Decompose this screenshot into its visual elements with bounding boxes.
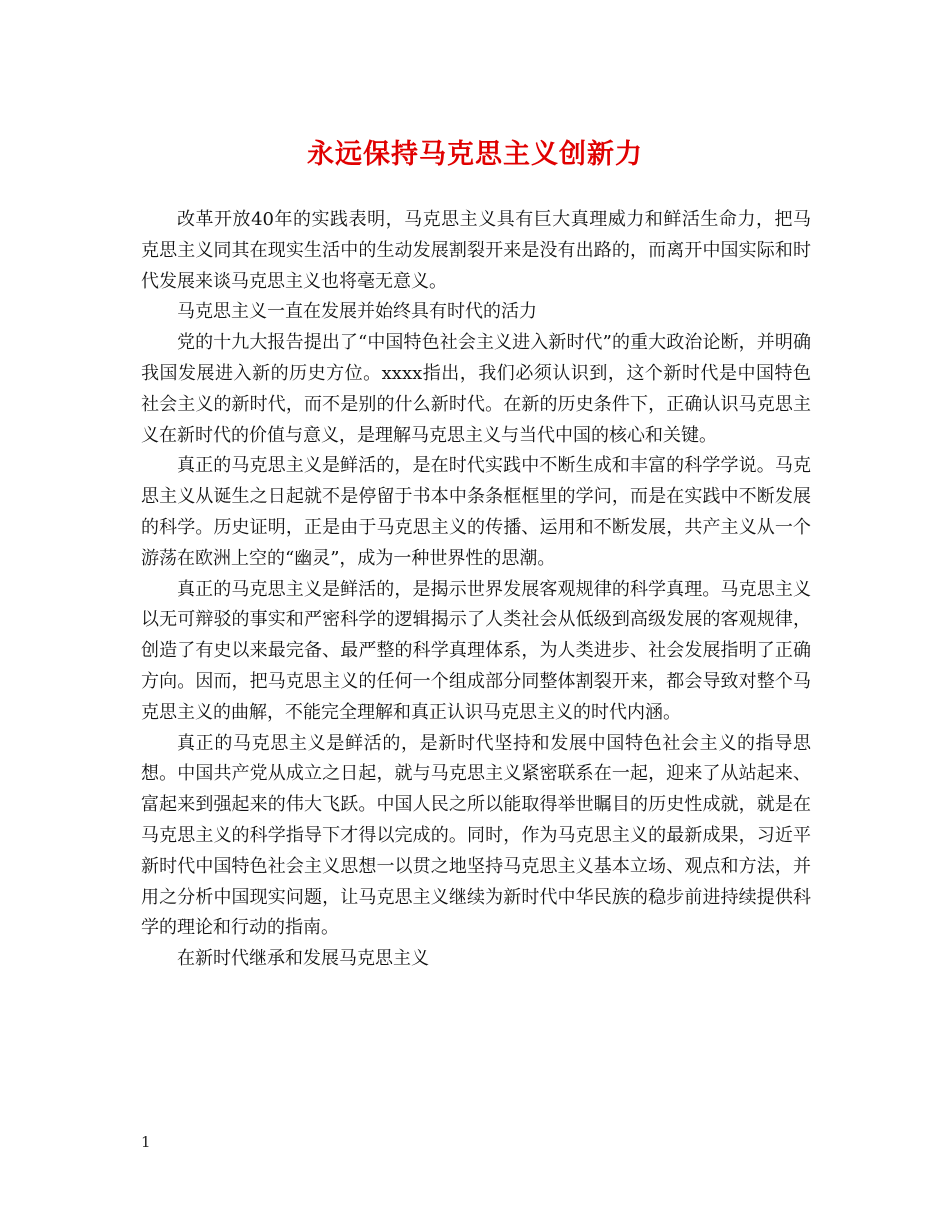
paragraph: 真正的马克思主义是鲜活的，是揭示世界发展客观规律的科学真理。马克思主义以无可辩驳的事实和严密科学的逻辑揭示了人类社会从低级到高级发展的客观规律，创造了有史以来最完备、最严整的科学真理体系，为人类进步、社会发展指明了正确方向。因而，把马克思主义的任何一个组成部分同整体割裂开来，都会导致对整个马克思主义的曲解，不能完全理解和真正认识马克思主义的时代内涵。 [141,578,811,723]
paragraph: 马克思主义一直在发展并始终具有时代的活力 [177,301,537,323]
page-number: 1 [141,1133,151,1151]
paragraph: 在新时代继承和发展马克思主义 [177,948,429,970]
paragraph: 党的十九大报告提出了“中国特色社会主义进入新时代”的重大政治论断，并明确我国发展进入新的历史方位。xxxx指出，我们必须认识到，这个新时代是中国特色社会主义的新时代，而不是别的什么新时代。在新的历史条件下，正确认识马克思主义在新时代的价值与意义，是理解马克思主义与当代中国的核心和关键。 [141,332,811,446]
document-body [141,205,811,975]
paragraph: 真正的马克思主义是鲜活的，是新时代坚持和发展中国特色社会主义的指导思想。中国共产党从成立之日起，就与马克思主义紧密联系在一起，迎来了从站起来、富起来到强起来的伟大飞跃。中国人民之所以能取得举世瞩目的历史性成就，就是在马克思主义的科学指导下才得以完成的。同时，作为马克思主义的最新成果，习近平新时代中国特色社会主义思想一以贯之地坚持马克思主义基本立场、观点和方法，并用之分析中国现实问题，让马克思主义继续为新时代中华民族的稳步前进持续提供科学的理论和行动的指南。 [141,732,811,939]
document-title: 永远保持马克思主义创新力 [307,139,643,170]
paragraph: 真正的马克思主义是鲜活的，是在时代实践中不断生成和丰富的科学学说。马克思主义从诞生之日起就不是停留于书本中条条框框里的学问，而是在实践中不断发展的科学。历史证明，正是由于马克思主义的传播、运用和不断发展，共产主义从一个游荡在欧洲上空的“幽灵”，成为一种世界性的思潮。 [141,455,811,569]
paragraph: 改革开放40年的实践表明，马克思主义具有巨大真理威力和鲜活生命力，把马克思主义同其在现实生活中的生动发展割裂开来是没有出路的，而离开中国实际和时代发展来谈马克思主义也将毫无意义。 [141,209,811,292]
